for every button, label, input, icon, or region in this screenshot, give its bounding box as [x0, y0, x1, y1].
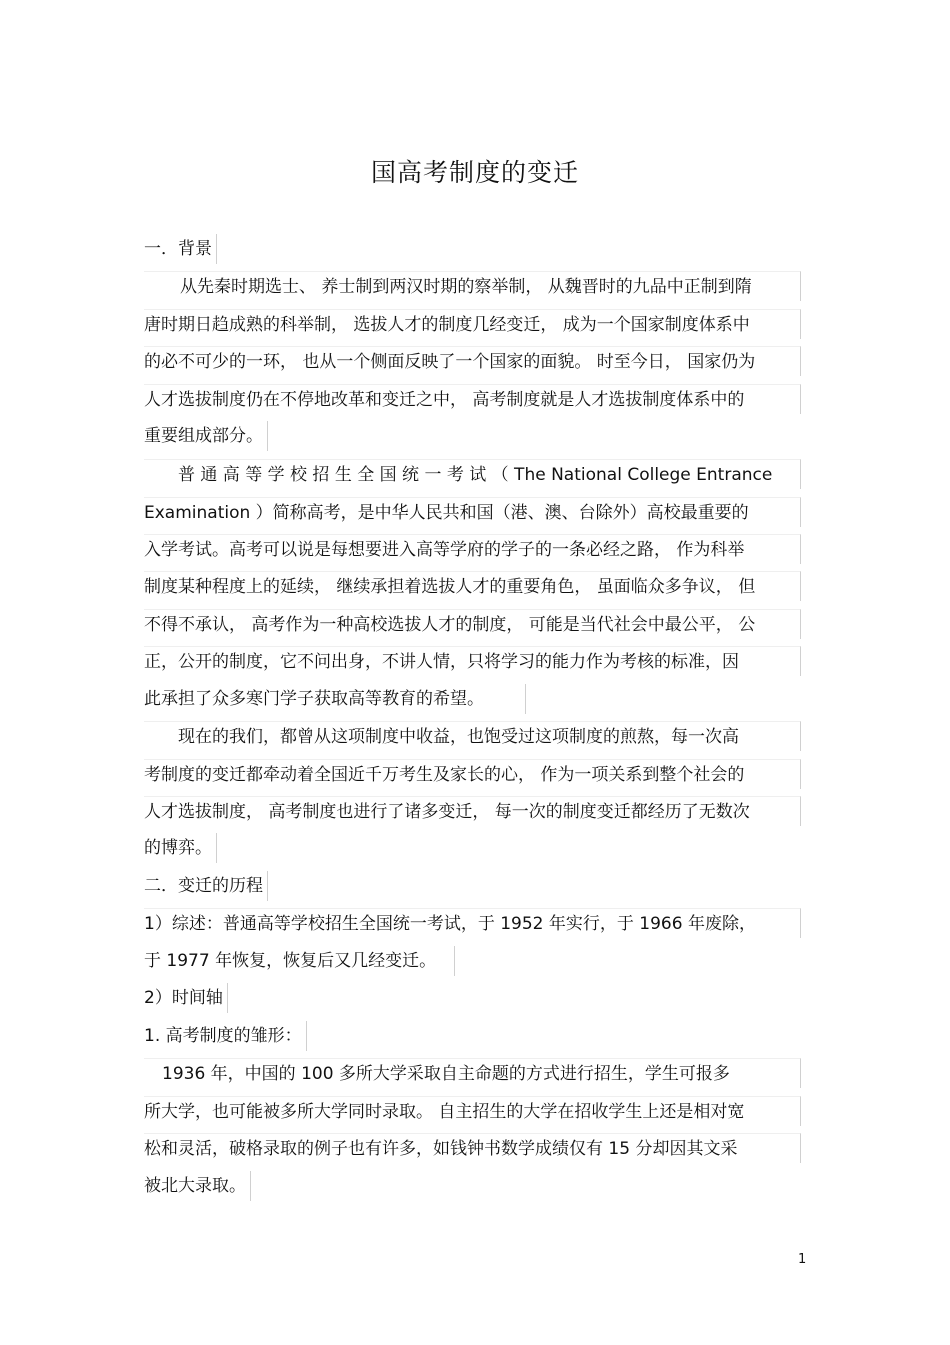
paragraph-line: 从先秦时期选士、 养士制到两汉时期的察举制， 从魏晋时的九品中正制到隋: [144, 271, 801, 301]
paragraph-line: 现在的我们，都曾从这项制度中收益，也饱受过这项制度的煎熬，每一次高: [144, 721, 801, 751]
paragraph-line: 所大学，也可能被多所大学同时录取。 自主招生的大学在招收学生上还是相对宽: [144, 1096, 801, 1126]
paragraph-line: 的博弈。: [144, 833, 217, 863]
summary-line: 于 1977 年恢复，恢复后又几经变迁。: [144, 946, 455, 976]
paragraph-line: 正，公开的制度，它不问出身，不讲人情，只将学习的能力作为考核的标准，因: [144, 646, 801, 676]
paragraph-line: 的必不可少的一环， 也从一个侧面反映了一个国家的面貌。 时至今日， 国家仍为: [144, 346, 801, 376]
paragraph-line: 被北大录取。: [144, 1171, 251, 1201]
paragraph-line: 普 通 高 等 学 校 招 生 全 国 统 一 考 试 （ The National College Entrance: [144, 459, 801, 489]
paragraph-line: 入学考试。高考可以说是每想要进入高等学府的学子的一条必经之路， 作为科举: [144, 534, 801, 564]
timeline-heading: 2）时间轴: [144, 983, 228, 1013]
paragraph-line: Examination ）简称高考，是中华人民共和国（港、澳、台除外）高校最重要的: [144, 497, 801, 527]
paragraph-line: 制度某种程度上的延续， 继续承担着选拔人才的重要角色， 虽面临众多争议， 但: [144, 571, 801, 601]
page-number: 1: [798, 1252, 807, 1267]
paragraph-line: 松和灵活，破格录取的例子也有许多，如钱钟书数学成绩仅有 15 分却因其文采: [144, 1133, 801, 1163]
section-heading-background: 一．背景: [144, 234, 217, 264]
paragraph-line: 此承担了众多寒门学子获取高等教育的希望。: [144, 684, 526, 714]
paragraph-line: 1936 年，中国的 100 多所大学采取自主命题的方式进行招生，学生可报多: [144, 1058, 801, 1088]
timeline-subheading: 1. 高考制度的雏形：: [144, 1021, 307, 1051]
section-heading-history: 二．变迁的历程: [144, 871, 268, 901]
paragraph-line: 不得不承认， 高考作为一种高校选拔人才的制度， 可能是当代社会中最公平， 公: [144, 609, 801, 639]
paragraph-line: 人才选拔制度， 高考制度也进行了诸多变迁， 每一次的制度变迁都经历了无数次: [144, 796, 801, 826]
summary-line: 1）综述：普通高等学校招生全国统一考试，于 1952 年实行，于 1966 年废除，: [144, 908, 801, 938]
paragraph-line: 考制度的变迁都牵动着全国近千万考生及家长的心， 作为一项关系到整个社会的: [144, 759, 801, 789]
paragraph-line: 重要组成部分。: [144, 421, 268, 451]
paragraph-line: 人才选拔制度仍在不停地改革和变迁之中， 高考制度就是人才选拔制度体系中的: [144, 384, 801, 414]
document-title: 国高考制度的变迁: [370, 158, 579, 187]
paragraph-line: 唐时期日趋成熟的科举制， 选拔人才的制度几经变迁， 成为一个国家制度体系中: [144, 309, 801, 339]
